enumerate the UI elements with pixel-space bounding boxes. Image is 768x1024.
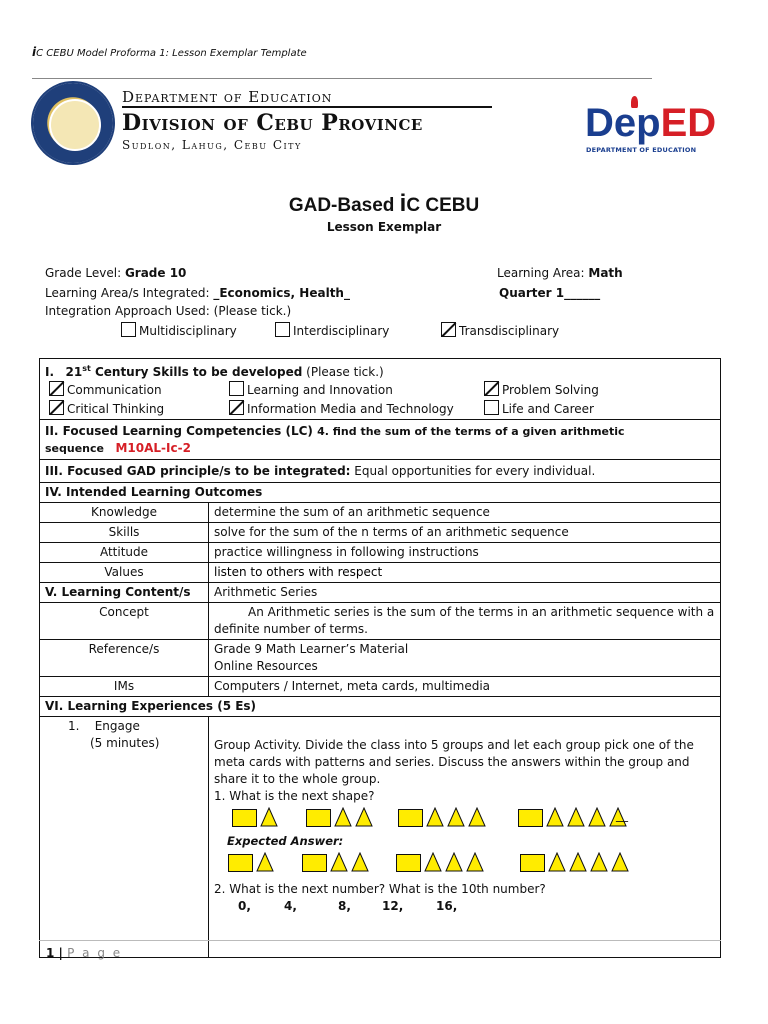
document-title	[0, 190, 768, 218]
engage-time: (5 minutes)	[90, 736, 160, 750]
approach-label: Multidisciplinary	[139, 324, 237, 338]
triangle-shape	[426, 807, 444, 827]
outcome-label: Attitude	[40, 543, 209, 563]
reference-item: Online Resources	[214, 659, 318, 673]
square-shape	[302, 854, 327, 872]
outcome-value: solve for the sum of the n terms of an arithmetic sequence	[209, 523, 721, 543]
section-1-title-num: 21	[65, 365, 83, 379]
document-subtitle: Lesson Exemplar	[326, 220, 442, 234]
triangle-shape	[567, 807, 585, 827]
triangle-shape	[330, 852, 348, 872]
section-2-title: Focused Learning Competencies (LC)	[58, 424, 318, 438]
division-name: Division of Cebu Province	[122, 110, 423, 136]
row-attitude	[40, 543, 721, 563]
skills-grid	[45, 381, 715, 418]
triangle-shape	[256, 852, 274, 872]
square-shape	[518, 809, 543, 827]
seal-center	[49, 99, 101, 151]
row-skills	[40, 523, 721, 543]
concept-value: An Arithmetic series is the sum of the terms in an arithmetic sequence with a definite number of terms.	[209, 603, 721, 640]
grade-label: Grade Level:	[45, 266, 125, 280]
references-cell	[209, 640, 721, 677]
division-address: Sudlon, Lahug, Cebu City	[122, 138, 302, 152]
row-references	[40, 640, 721, 677]
approach-label: Interdisciplinary	[293, 324, 390, 338]
deped-subtitle: DEPARTMENT OF EDUCATION	[586, 146, 697, 154]
skill-label: Problem Solving	[502, 383, 599, 397]
outcome-label: Skills	[40, 523, 209, 543]
proforma-text: C CEBU Model Proforma 1: Lesson Exemplar Template	[36, 48, 307, 59]
page-word: P a g e	[67, 946, 123, 960]
engage-content-cell	[209, 717, 721, 958]
concept-label: Concept	[40, 603, 209, 640]
checkbox-icon[interactable]	[484, 400, 499, 415]
lesson-table	[39, 358, 721, 958]
competencies-cell	[40, 420, 721, 460]
triangle-shape	[468, 807, 486, 827]
grade-level	[45, 266, 186, 280]
checkbox-icon[interactable]	[121, 322, 136, 337]
question-2: 2. What is the next number? What is the 10th number?	[214, 882, 546, 896]
page-number: 1 |	[46, 946, 68, 960]
triangle-shape	[546, 807, 564, 827]
outcome-value: listen to others with respect	[209, 563, 721, 583]
division-rule	[122, 106, 492, 108]
triangle-shape	[424, 852, 442, 872]
area-value: Math	[588, 266, 623, 280]
area-label: Learning Area:	[497, 266, 589, 280]
integrated-label: Learning Area/s Integrated:	[45, 286, 214, 300]
triangle-shape	[590, 852, 608, 872]
skill-critical-thinking[interactable]	[49, 400, 229, 418]
competency-text: 4. find the sum of the terms of a given arithmetic sequence	[45, 425, 625, 455]
skill-info-media-tech[interactable]	[229, 400, 484, 418]
sequence-number: 16,	[436, 899, 458, 913]
proforma-ic: i	[32, 45, 37, 59]
century-skills-cell	[40, 359, 721, 420]
references-label: Reference/s	[40, 640, 209, 677]
row-learning-content	[40, 583, 721, 603]
outcome-value: practice willingness in following instructions	[209, 543, 721, 563]
sequence-number: 0,	[238, 899, 251, 913]
triangle-shape	[588, 807, 606, 827]
outcome-label: Values	[40, 563, 209, 583]
deped-logo-blue: Dep	[585, 101, 661, 145]
integrated-value: _Economics, Health_	[213, 286, 350, 300]
section-3-title: Focused GAD principle/s to be integrated:	[62, 464, 351, 478]
ims-label: IMs	[40, 677, 209, 697]
deped-logo-red: ED	[660, 101, 717, 145]
triangle-shape	[334, 807, 352, 827]
triangle-shape	[569, 852, 587, 872]
engage-label: Engage	[94, 719, 140, 733]
learning-area	[497, 266, 623, 280]
checked-checkbox-icon[interactable]	[49, 400, 64, 415]
skill-life-career[interactable]	[484, 400, 704, 418]
ims-value: Computers / Internet, meta cards, multimedia	[209, 677, 721, 697]
reference-item: Grade 9 Math Learner’s Material	[214, 642, 409, 656]
competency-code: M10AL-Ic-2	[115, 441, 191, 455]
row-century-skills	[40, 359, 721, 420]
gad-principle-cell	[40, 460, 721, 483]
areas-integrated	[45, 286, 350, 300]
approach-interdisciplinary[interactable]	[275, 322, 389, 338]
row-outcomes-heading	[40, 483, 721, 503]
square-shape	[398, 809, 423, 827]
gad-principle-text: Equal opportunities for every individual.	[350, 464, 596, 478]
outcome-label: Knowledge	[40, 503, 209, 523]
section-2-num: II.	[45, 424, 59, 438]
skill-label: Critical Thinking	[67, 402, 165, 416]
skill-communication[interactable]	[49, 381, 229, 399]
square-shape	[520, 854, 545, 872]
row-concept	[40, 603, 721, 640]
outcome-value: determine the sum of an arithmetic sequence	[209, 503, 721, 523]
title-ic: i	[399, 190, 407, 217]
approach-label: Transdisciplinary	[459, 324, 560, 338]
quarter: Quarter 1______	[499, 286, 601, 300]
sequence-number: 12,	[382, 899, 404, 913]
section-1-hint: (Please tick.)	[302, 365, 384, 379]
skill-learning-innovation[interactable]	[229, 381, 484, 399]
cebu-seal-logo	[33, 83, 113, 163]
department-name: Department of Education	[122, 88, 333, 106]
section-1-title-rest: Century Skills to be developed	[90, 365, 303, 379]
row-learning-experiences	[40, 697, 721, 717]
triangle-shape	[466, 852, 484, 872]
row-ims	[40, 677, 721, 697]
triangle-shape	[260, 807, 278, 827]
title-suffix: C CEBU	[406, 195, 480, 216]
row-competencies	[40, 420, 721, 460]
footer-rule	[39, 940, 721, 941]
number-sequence	[214, 898, 715, 916]
learning-content-value: Arithmetic Series	[209, 583, 721, 603]
expected-answer-label: Expected Answer:	[227, 834, 344, 848]
section-6-title: VI. Learning Experiences (5 Es)	[40, 697, 721, 717]
triangle-shape	[355, 807, 373, 827]
square-shape	[228, 854, 253, 872]
skill-label: Life and Career	[502, 402, 594, 416]
section-1-num: I.	[45, 365, 55, 379]
question-1: 1. What is the next shape?	[214, 789, 375, 803]
checkbox-icon[interactable]	[229, 381, 244, 396]
square-shape	[306, 809, 331, 827]
answer-blank: __	[616, 808, 628, 822]
triangle-shape	[445, 852, 463, 872]
row-engage	[40, 717, 721, 958]
shape-pattern-row	[214, 805, 715, 831]
header-rule	[32, 78, 652, 79]
expected-answer-row	[214, 850, 715, 876]
checked-checkbox-icon[interactable]	[441, 322, 456, 337]
square-shape	[232, 809, 257, 827]
row-knowledge	[40, 503, 721, 523]
grade-value: Grade 10	[124, 266, 187, 280]
section-3-num: III.	[45, 464, 63, 478]
section-5-title: V. Learning Content/s	[40, 583, 209, 603]
skill-problem-solving[interactable]	[484, 381, 704, 399]
sequence-number: 4,	[284, 899, 297, 913]
engage-label-cell	[40, 717, 209, 958]
skill-label: Information Media and Technology	[247, 402, 454, 416]
section-1-heading	[45, 360, 715, 381]
engage-num: 1.	[68, 719, 80, 733]
checked-checkbox-icon[interactable]	[229, 400, 244, 415]
triangle-shape	[351, 852, 369, 872]
section-1-sup: st	[82, 364, 91, 373]
title-prefix: GAD-Based	[288, 195, 400, 216]
checkbox-icon[interactable]	[275, 322, 290, 337]
section-4-title: IV. Intended Learning Outcomes	[40, 483, 721, 503]
triangle-shape	[611, 852, 629, 872]
triangle-shape	[548, 852, 566, 872]
section-1-title	[65, 365, 302, 379]
integration-approach-label: Integration Approach Used: (Please tick.)	[45, 304, 292, 318]
sequence-number: 8,	[338, 899, 351, 913]
page-footer	[46, 946, 122, 960]
checked-checkbox-icon[interactable]	[484, 381, 499, 396]
row-gad-principle	[40, 460, 721, 483]
approach-multidisciplinary[interactable]	[121, 322, 237, 338]
skill-label: Learning and Innovation	[247, 383, 393, 397]
group-activity-text: Group Activity. Divide the class into 5 groups and let each group pick one of the meta cards with patterns and series. Discuss the answers within the group and share it to the whole group.	[214, 738, 694, 786]
square-shape	[396, 854, 421, 872]
checked-checkbox-icon[interactable]	[49, 381, 64, 396]
proforma-note	[32, 45, 307, 59]
triangle-shape	[447, 807, 465, 827]
skill-label: Communication	[67, 383, 162, 397]
engage-heading	[68, 718, 203, 735]
row-values	[40, 563, 721, 583]
approach-transdisciplinary[interactable]	[441, 322, 559, 338]
deped-logo	[585, 103, 716, 143]
